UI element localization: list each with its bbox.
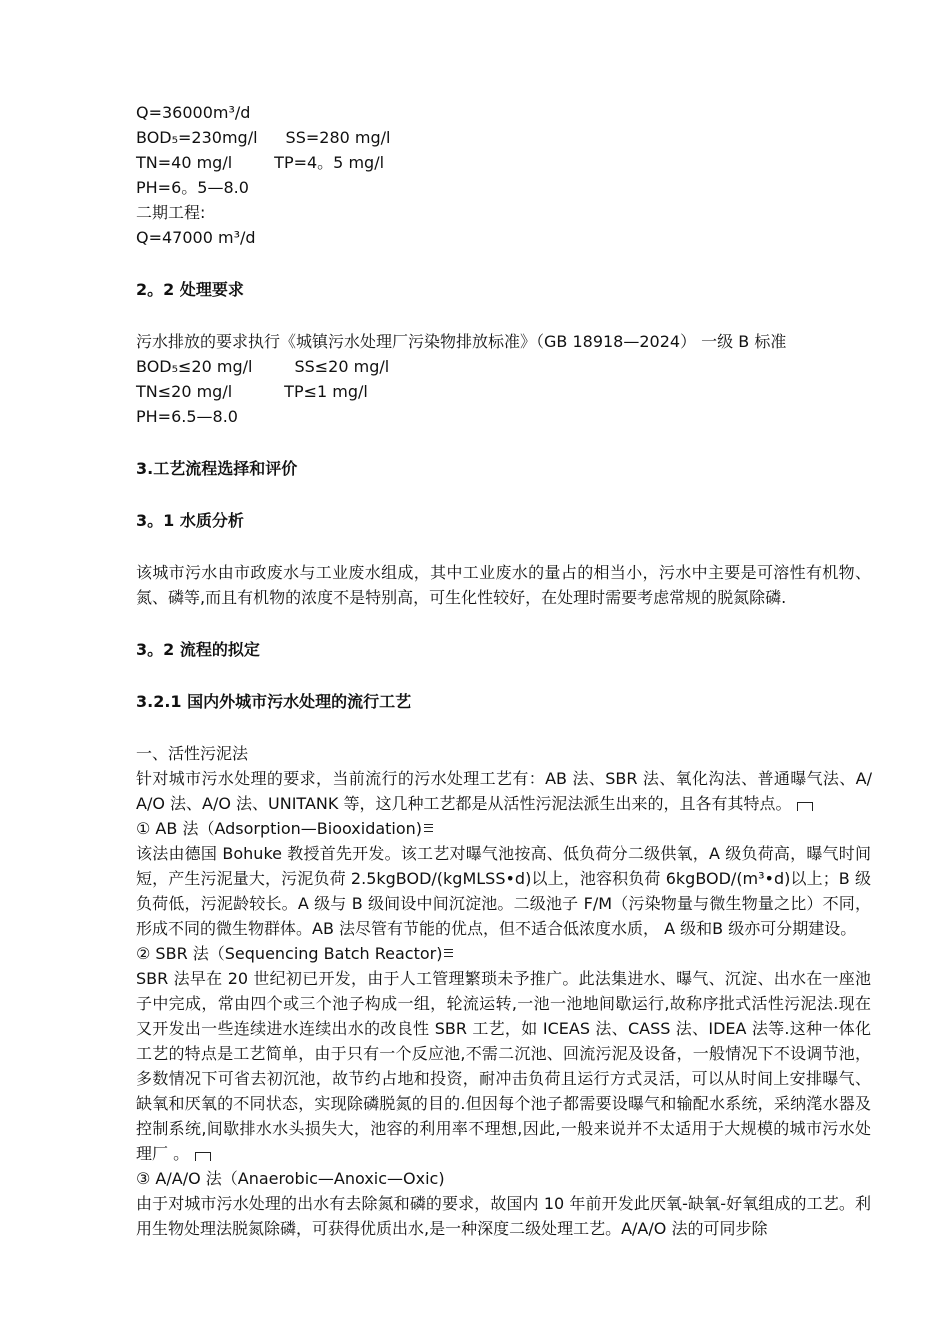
influent-bod: BOD₅=230mg/l (136, 128, 258, 147)
paragraph-mark-icon (195, 1152, 211, 1161)
influent-ss: SS=280 mg/l (285, 128, 391, 147)
sbr-process-text: SBR 法早在 20 世纪初已开发，由于人工管理繁琐未予推广。此法集进水、曝气、沉淀、出水在一座池子中完成，常由四个或三个池子构成一组，轮流运转,一池一池地间歇运行,故称序批式活性污泥法.现在又开发出一些连续进水连续出水的改良性 SBR 工艺，如 ICEAS 法、CASS 法、IDEA 法等.这种一体化工艺的特点是工艺简单，由于只有一个反应池,不需二沉池、回流污泥及设备，一般情况下不设调节池，多数情况下可省去初沉池，故节约占地和投资，耐冲击负荷且运行方式灵活，可以从时间上安排曝气、缺氧和厌氧的不同状态，实现除磷脱氮的目的.但因每个池子都需要设曝气和输配水系统，采纳滗水器及控制系统,间歇排水水头损失大，池容的利用率不理想,因此,一般来说并不太适用于大规模的城市污水处理厂 。 (136, 969, 871, 1163)
influent-tn-tp (136, 150, 871, 175)
heading-3-2: 3。2 流程的拟定 (136, 640, 260, 659)
heading-3-2-1: 3.2.1 国内外城市污水处理的流行工艺 (136, 692, 412, 711)
effluent-ss: SS≤20 mg/l (294, 357, 390, 376)
paragraph-mark-icon (797, 802, 813, 811)
influent-ph: PH=6。5—8.0 (136, 178, 249, 197)
effluent-bod: BOD₅≤20 mg/l (136, 357, 253, 376)
effluent-ph: PH=6.5—8.0 (136, 407, 238, 426)
aao-process-text: 由于对城市污水处理的出水有去除氮和磷的要求，故国内 10 年前开发此厌氧-缺氧-好氧组成的工艺。利用生物处理法脱氮除磷，可获得优质出水,是一种深度二级处理工艺。A/A/O 法的可同步除 (136, 1194, 871, 1238)
effluent-tp: TP≤1 mg/l (284, 382, 368, 401)
subheading-activated-sludge: 一、活性污泥法 (136, 744, 249, 763)
ab-process-title: ① AB 法（Adsorption—Biooxidation) (136, 816, 871, 841)
effluent-tn-tp (136, 379, 871, 404)
water-quality-analysis: 该城市污水由市政废水与工业废水组成，其中工业废水的量占的相当小，污水中主要是可溶性有机物、氮、磷等,而且有机物的浓度不是特别高，可生化性较好，在处理时需要考虑常规的脱氮除磷. (136, 563, 871, 607)
influent-tn: TN=40 mg/l (136, 153, 233, 172)
document-body (136, 100, 871, 1241)
process-intro: 针对城市污水处理的要求，当前流行的污水处理工艺有：AB 法、SBR 法、氧化沟法、普通曝气法、A/A/O 法、A/O 法、UNITANK 等，这几种工艺都是从活性污泥法派生出来的，且各有其特点。 (136, 769, 872, 813)
ab-process-text: 该法由德国 Bohuke 教授首先开发。该工艺对曝气池按高、低负荷分二级供氧，A 级负荷高，曝气时间短，产生污泥量大，污泥负荷 2.5kgBOD/(kgMLSS•d)以上，池容积负荷 6kgBOD/(m³•d)以上；B 级负荷低，污泥龄较长。A 级与 B 级间设中间沉淀池。二级池子 F/M（污染物量与微生物量之比）不同，形成不同的微生物群体。AB 法尽管有节能的优点，但不适合低浓度水质， A 级和B 级亦可分期建设。 (136, 844, 871, 938)
discharge-standard: 污水排放的要求执行《城镇污水处理厂污染物排放标准》（GB 18918—2024） 一级 B 标准 (136, 332, 787, 351)
equals-mark-icon (424, 824, 433, 832)
equals-mark-icon (444, 949, 453, 957)
heading-3: 3.工艺流程选择和评价 (136, 459, 298, 478)
influent-tp: TP=4。5 mg/l (274, 153, 385, 172)
heading-2-2: 2。2 处理要求 (136, 280, 244, 299)
aao-process-title: ③ A/A/O 法（Anaerobic—Anoxic—Oxic) (136, 1169, 445, 1188)
phase2-label: 二期工程: (136, 203, 206, 222)
effluent-tn: TN≤20 mg/l (136, 382, 233, 401)
influent-bod-ss (136, 125, 871, 150)
sbr-process-title: ② SBR 法（Sequencing Batch Reactor) (136, 941, 871, 966)
flow-rate-phase2: Q=47000 m³/d (136, 228, 256, 247)
effluent-bod-ss (136, 354, 871, 379)
heading-3-1: 3。1 水质分析 (136, 511, 244, 530)
flow-rate-phase1: Q=36000m³/d (136, 103, 251, 122)
